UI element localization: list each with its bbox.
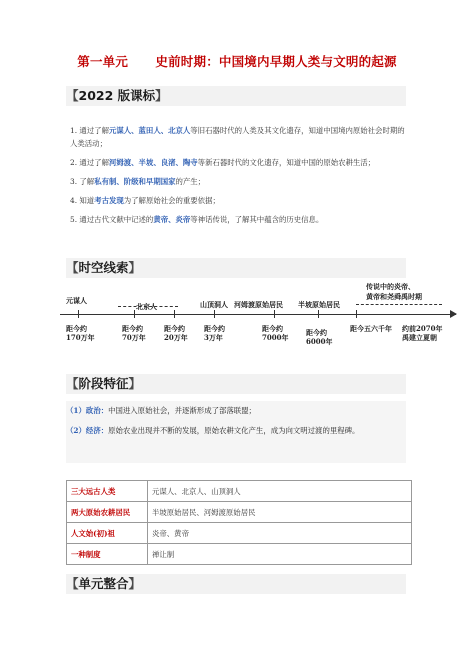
standard-item [70, 175, 410, 188]
timeline-bottom-label: 距今约 3万年 [204, 324, 225, 342]
bracket-close: 】 [128, 576, 142, 591]
standard-item [70, 194, 410, 207]
standard-item [70, 213, 410, 226]
standard-text: 的产生； [175, 177, 206, 186]
standard-highlight: 黄帝、炎帝 [153, 215, 191, 224]
section-label: 2022 版课标 [78, 88, 156, 103]
timeline-tick [356, 310, 357, 318]
timeline-axis [60, 314, 456, 315]
standard-item [70, 156, 410, 169]
standard-text: 4. 知道 [70, 196, 95, 205]
timeline-top-label: 传说中的炎帝、 [366, 282, 415, 291]
table-row [67, 523, 412, 544]
timeline-bottom-label: 距今约 7000年 [262, 324, 289, 342]
feature-label: （1）政治： [66, 406, 109, 415]
feature-text: 中国进入原始社会，并逐渐形成了部落联盟； [108, 406, 256, 415]
bracket-close: 】 [128, 376, 142, 391]
timeline-top-label: 半坡原始居民 [298, 300, 340, 309]
table-value: 炎帝、黄帝 [148, 523, 412, 544]
timeline-top-label: 河姆渡原始居民 [234, 300, 283, 309]
standard-text: 为了解原始社会的重要依据； [123, 196, 220, 205]
timeline-tick [78, 310, 79, 318]
standard-text: 5. 通过古代文献中记述的 [70, 215, 154, 224]
standard-text: 等新石器时代的文化遗存，知道中国的原始农耕生活； [197, 158, 376, 167]
standard-text: 3. 了解 [70, 177, 95, 186]
timeline-tick [174, 310, 175, 318]
standard-text: 1. 通过了解 [70, 126, 109, 135]
timeline-top-label: 北京人 [136, 302, 157, 311]
timeline-diagram [60, 282, 460, 362]
bracket-open: 【 [66, 260, 79, 275]
timeline-tick [214, 310, 215, 318]
feature-item [66, 404, 406, 417]
timeline-bottom-label: 距今约 6000年 [306, 328, 333, 346]
standard-text: 等旧石器时代的人类及其文化遗存，知道中国境内原始社会时期的人类活动； [70, 126, 405, 148]
section-label: 单元整合 [78, 576, 129, 591]
bracket-open: 【 [66, 376, 79, 391]
feature-text: 原始农业出现并不断的发展，原始农耕文化产生，成为向文明过渡的里程碑。 [108, 426, 360, 435]
timeline-bottom-label: 约前2070年 禹建立夏朝 [402, 324, 443, 342]
standard-highlight: 私有制、阶级和早期国家 [94, 177, 176, 186]
table-row [67, 481, 412, 502]
table-key: 两大原始农耕居民 [67, 502, 148, 523]
page-title: 第一单元 史前时期：中国境内早期人类与文明的起源 [77, 54, 397, 69]
timeline-tick [274, 310, 275, 318]
table-row [67, 544, 412, 565]
table-value: 元谋人、北京人、山顶洞人 [148, 481, 412, 502]
section-header-features [66, 374, 406, 394]
timeline-span [356, 304, 442, 305]
summary-table [66, 480, 412, 565]
timeline-tick [318, 310, 319, 318]
feature-item [66, 424, 406, 437]
section-header-unit [66, 574, 406, 594]
table-key: 一种制度 [67, 544, 148, 565]
feature-label: （2）经济： [66, 426, 109, 435]
bracket-open: 【 [66, 576, 79, 591]
bracket-open: 【 [66, 88, 79, 103]
timeline-top-label: 元谋人 [66, 296, 87, 305]
section-label: 时空线索 [78, 260, 129, 275]
standard-text: 等神话传说，了解其中蕴含的历史信息。 [190, 215, 324, 224]
section-header-standard [66, 86, 406, 106]
timeline-bottom-label: 距今约 170万年 [66, 324, 95, 342]
standard-text: 2. 通过了解 [70, 158, 109, 167]
table-key: 人文始(初)祖 [67, 523, 148, 544]
timeline-bottom-label: 距今约 20万年 [164, 324, 188, 342]
table-key: 三大远古人类 [67, 481, 148, 502]
timeline-top-label: 山顶洞人 [200, 300, 228, 309]
standard-highlight: 考古发现 [94, 196, 124, 205]
bracket-close: 】 [155, 88, 168, 103]
section-header-timeline [66, 258, 406, 278]
table-value: 禅让制 [148, 544, 412, 565]
standard-item [70, 124, 410, 150]
table-value: 半坡原始居民、河姆渡原始居民 [148, 502, 412, 523]
timeline-bottom-label: 距今五六千年 [350, 324, 392, 333]
standard-highlight: 河姆渡、半坡、良渚、陶寺 [108, 158, 198, 167]
section-label: 阶段特征 [78, 376, 129, 391]
standards-list [70, 124, 410, 232]
timeline-arrow-icon [450, 310, 457, 318]
timeline-bottom-label: 距今约 70万年 [122, 324, 146, 342]
table-row [67, 502, 412, 523]
timeline-top-label: 黄帝和尧舜禹时期 [366, 292, 422, 301]
timeline-tick [134, 310, 135, 318]
bracket-close: 】 [128, 260, 142, 275]
standard-highlight: 元谋人、蓝田人、北京人 [108, 126, 191, 135]
